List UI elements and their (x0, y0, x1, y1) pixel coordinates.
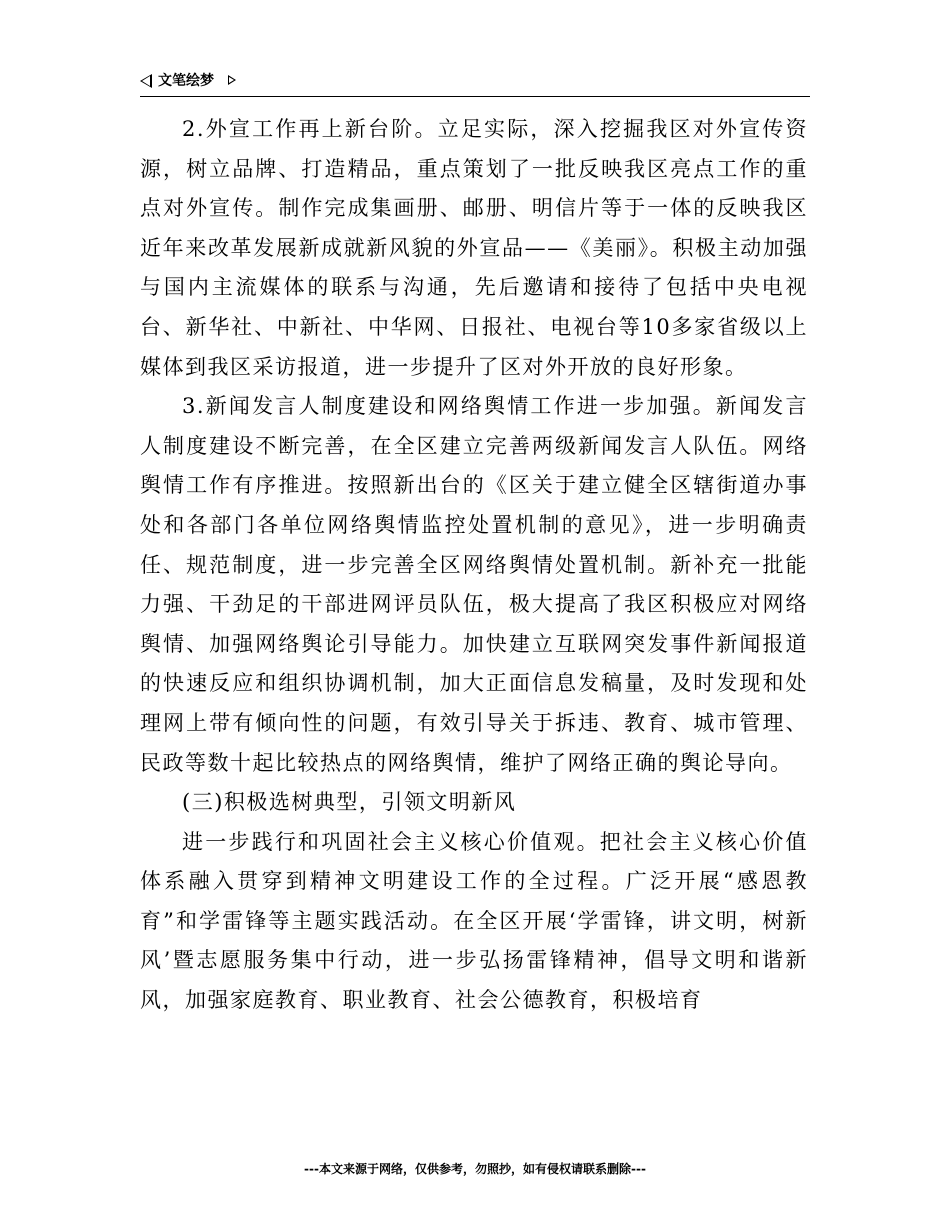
document-body (140, 110, 808, 1021)
triangle-left-icon (140, 74, 152, 88)
page-header (140, 70, 810, 97)
paragraph-news-spokesperson: 3.新闻发言人制度建设和网络舆情工作进一步加强。新闻发言人制度建设不断完善，在全区建立完善两级新闻发言人队伍。网络舆情工作有序推进。按照新出台的《区关于建立健全区辖街道办事处和各部门各单位网络舆情监控处置机制的意见》，进一步明确责任、规范制度，进一步完善全区网络舆情处置机制。新补充一批能力强、干劲足的干部进网评员队伍，极大提高了我区积极应对网络舆情、加强网络舆论引导能力。加快建立互联网突发事件新闻报道的快速反应和组织协调机制，加大正面信息发稿量，及时发现和处理网上带有倾向性的问题，有效引导关于拆违、教育、城市管理、民政等数十起比较热点的网络舆情，维护了网络正确的舆论导向。 (140, 394, 808, 775)
section-heading: (三)积极选树典型，引领文明新风 (182, 790, 517, 815)
triangle-right-icon (228, 75, 236, 85)
page-footer: ---本文来源于网络，仅供参考，勿照抄，如有侵权请联系删除--- (304, 1162, 646, 1176)
paragraph-external-publicity: 2.外宣工作再上新台阶。立足实际，深入挖掘我区对外宣传资源，树立品牌、打造精品，重点策划了一批反映我区亮点工作的重点对外宣传。制作完成集画册、邮册、明信片等于一体的反映我区近年来改革发展新成就新风貌的外宣品——《美丽》。积极主动加强与国内主流媒体的联系与沟通，先后邀请和接待了包括中央电视台、新华社、中新社、中华网、日报社、电视台等10多家省级以上媒体到我区采访报道，进一步提升了区对外开放的良好形象。 (140, 117, 808, 379)
header-brand: 文笔绘梦 (158, 73, 214, 89)
paragraph-core-values: 进一步践行和巩固社会主义核心价值观。把社会主义核心价值体系融入贯穿到精神文明建设工作的全过程。广泛开展“感恩教育”和学雷锋等主题实践活动。在全区开展‘学雷锋，讲文明，树新风’暨志愿服务集中行动，进一步弘扬雷锋精神，倡导文明和谐新风，加强家庭教育、职业教育、社会公德教育，积极培育 (140, 829, 808, 1013)
